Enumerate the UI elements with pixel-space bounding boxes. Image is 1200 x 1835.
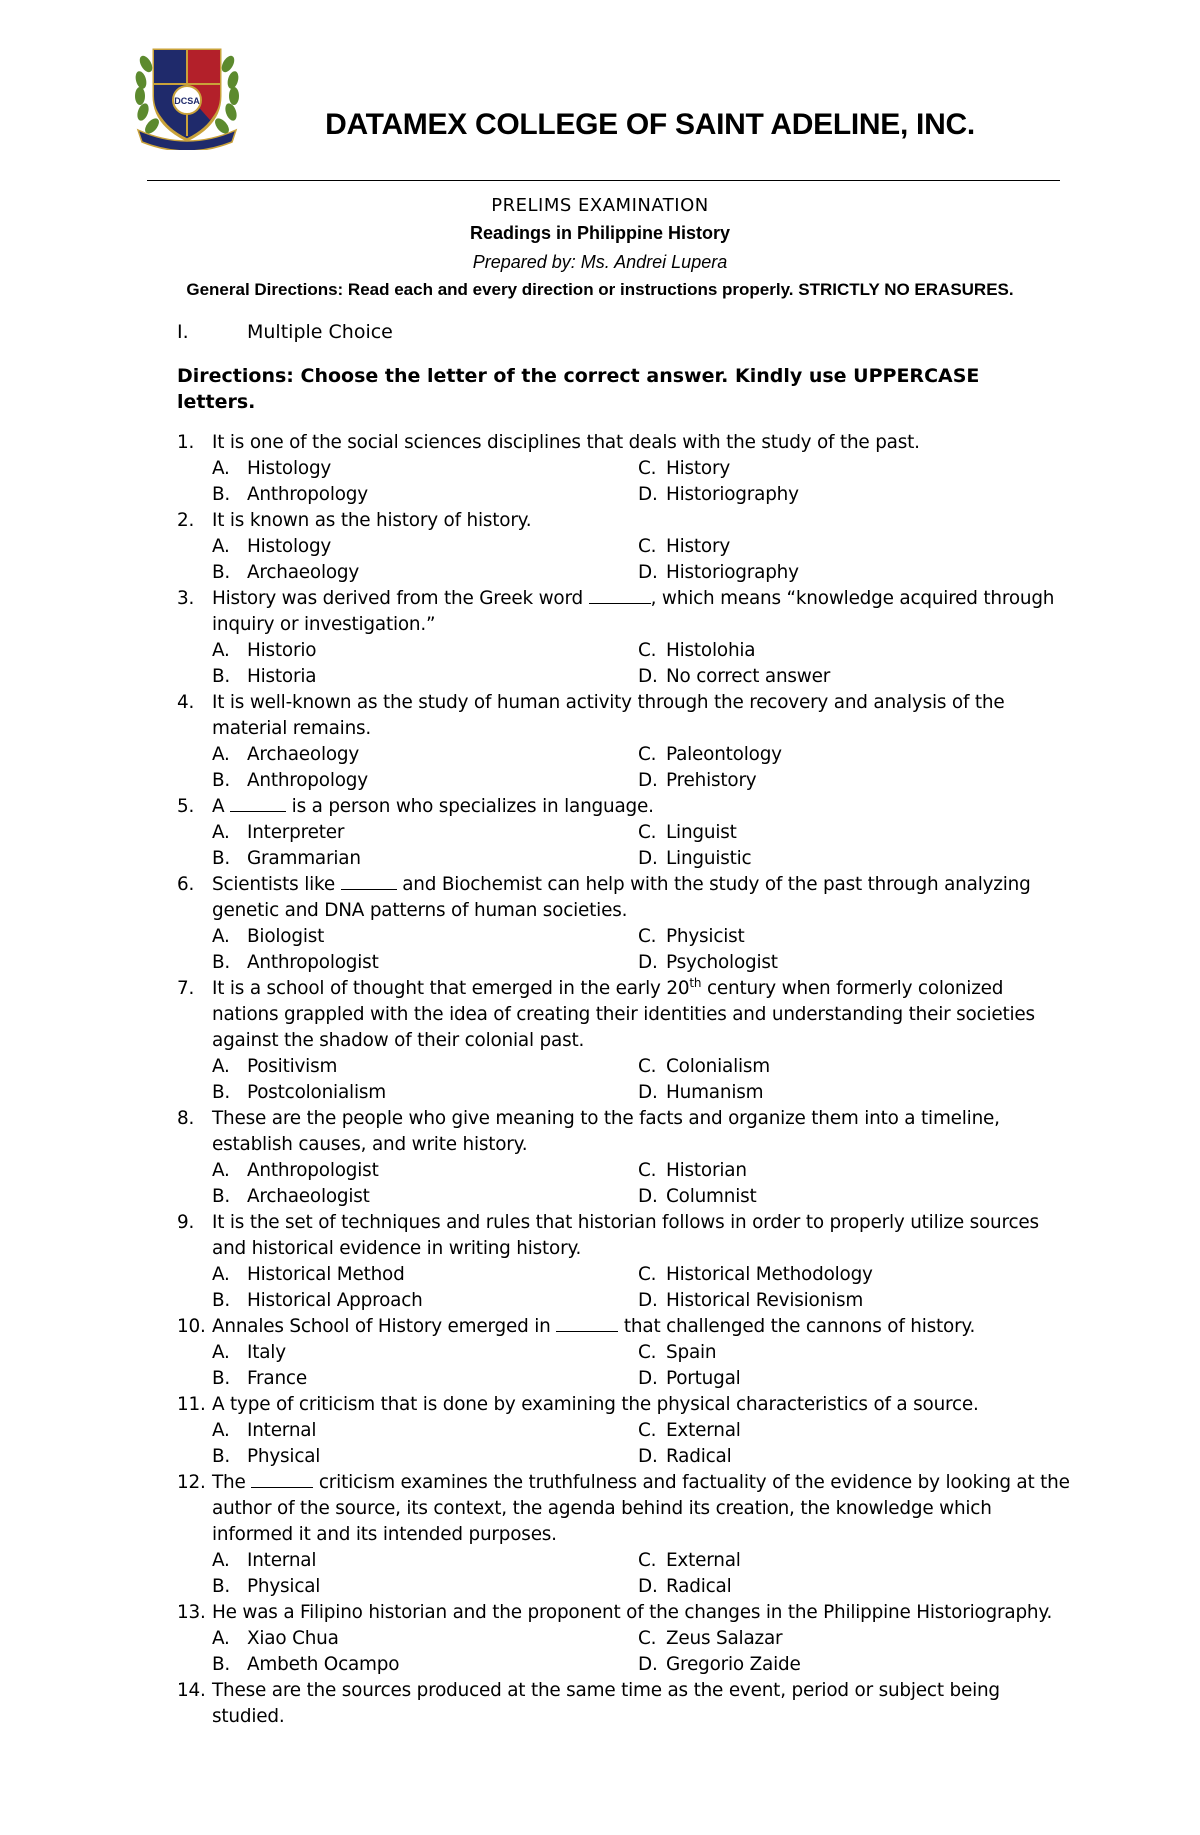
question-text: It is one of the social sciences disciplines that deals with the study of the past. — [212, 432, 920, 453]
option-a: A. Italy — [212, 1342, 286, 1363]
option-b: B. Anthropologist — [212, 952, 379, 973]
option-b: B. Anthropology — [212, 770, 368, 791]
option-c: C. Historian — [638, 1160, 747, 1181]
question-text: It is a school of thought that emerged in the early 20th century when formerly colonized nations grappled with the idea of creating their identities and understanding their societies against the shadow of their colonial past. — [212, 975, 1035, 1051]
question-1 — [177, 430, 1070, 508]
option-b: B. France — [212, 1368, 307, 1389]
question-number: 4. — [177, 692, 195, 713]
question-number: 10. — [177, 1316, 206, 1337]
option-d: D. Linguistic — [638, 848, 752, 869]
option-c: C. External — [638, 1550, 741, 1571]
question-text: It is well-known as the study of human activity through the recovery and analysis of the material remains. — [212, 692, 1005, 739]
option-c: C. History — [638, 536, 731, 557]
subject-title: Readings in Philippine History — [469, 223, 731, 243]
option-b: B. Ambeth Ocampo — [212, 1654, 400, 1675]
question-number: 8. — [177, 1108, 195, 1129]
option-c: C. Paleontology — [638, 744, 782, 765]
option-a: A. Historical Method — [212, 1264, 405, 1285]
question-7 — [177, 976, 1070, 1106]
prepared-by: Prepared by: Ms. Andrei Lupera — [472, 252, 728, 272]
question-text: Scientists like and Biochemist can help with the study of the past through analyzing genetic and DNA patterns of human societies. — [212, 874, 1031, 921]
option-c: C. Colonialism — [638, 1056, 771, 1077]
option-d: D. No correct answer — [638, 666, 831, 687]
option-d: D. Historiography — [638, 484, 799, 505]
question-number: 2. — [177, 510, 195, 531]
option-b: B. Postcolonialism — [212, 1082, 386, 1103]
question-number: 14. — [177, 1680, 206, 1701]
option-c: C. Physicist — [638, 926, 745, 947]
answer-blank — [230, 795, 286, 812]
answer-blank — [589, 587, 651, 604]
option-b: B. Historia — [212, 666, 317, 687]
section-directions: Directions: Choose the letter of the correct answer. Kindly use UPPERCASE letters. — [177, 365, 980, 413]
option-d: D. Prehistory — [638, 770, 757, 791]
question-text: A is a person who specializes in language. — [212, 796, 654, 817]
exam-title: PRELIMS EXAMINATION — [491, 195, 709, 216]
option-b: B. Physical — [212, 1576, 321, 1597]
option-b: B. Physical — [212, 1446, 321, 1467]
answer-blank — [251, 1471, 313, 1488]
question-text: The criticism examines the truthfulness and factuality of the evidence by looking at the author of the source, its context, the agenda behind its creation, the knowledge which informed it and its intended purposes. — [212, 1472, 1070, 1545]
section-heading — [177, 321, 393, 343]
option-d: D. Radical — [638, 1576, 732, 1597]
option-d: D. Psychologist — [638, 952, 778, 973]
question-text: These are the people who give meaning to the facts and organize them into a timeline, establish causes, and write history. — [212, 1108, 1000, 1155]
question-number: 9. — [177, 1212, 195, 1233]
question-text: A type of criticism that is done by examining the physical characteristics of a source. — [212, 1394, 979, 1415]
option-c: C. Linguist — [638, 822, 737, 843]
question-13 — [177, 1600, 1070, 1678]
option-c: C. Spain — [638, 1342, 717, 1363]
option-d: D. Historiography — [638, 562, 799, 583]
question-number: 11. — [177, 1394, 206, 1415]
option-a: A. Histology — [212, 458, 332, 479]
question-9 — [177, 1210, 1070, 1314]
option-d: D. Gregorio Zaide — [638, 1654, 801, 1675]
question-14 — [177, 1678, 1070, 1730]
option-a: A. Biologist — [212, 926, 325, 947]
question-2 — [177, 508, 1070, 586]
answer-blank — [556, 1315, 618, 1332]
question-8 — [177, 1106, 1070, 1210]
question-number: 6. — [177, 874, 195, 895]
option-a: A. Archaeology — [212, 744, 360, 765]
option-a: A. Interpreter — [212, 822, 345, 843]
question-text: History was derived from the Greek word , which means “knowledge acquired through inquiry or investigation.” — [212, 588, 1055, 635]
option-d: D. Radical — [638, 1446, 732, 1467]
question-11 — [177, 1392, 1070, 1470]
option-a: A. Xiao Chua — [212, 1628, 339, 1649]
section-title: Multiple Choice — [247, 321, 393, 343]
question-number: 1. — [177, 432, 195, 453]
question-text: It is the set of techniques and rules that historian follows in order to properly utilize sources and historical evidence in writing history. — [212, 1212, 1039, 1259]
college-name: DATAMEX COLLEGE OF SAINT ADELINE, INC. — [325, 108, 975, 141]
option-d: D. Historical Revisionism — [638, 1290, 864, 1311]
option-b: B. Archaeology — [212, 562, 360, 583]
question-text: It is known as the history of history. — [212, 510, 532, 531]
option-c: C. Zeus Salazar — [638, 1628, 783, 1649]
question-list — [177, 430, 1070, 1730]
option-a: A. Anthropologist — [212, 1160, 379, 1181]
section-number: I. — [177, 321, 189, 343]
option-a: A. Positivism — [212, 1056, 338, 1077]
option-a: A. Internal — [212, 1550, 317, 1571]
general-directions: General Directions: Read each and every direction or instructions properly. STRICTLY NO ERASURES. — [186, 280, 1014, 299]
header-divider — [147, 180, 1060, 181]
question-number: 3. — [177, 588, 195, 609]
option-c: C. External — [638, 1420, 741, 1441]
question-text: These are the sources produced at the same time as the event, period or subject being studied. — [212, 1680, 1000, 1727]
option-c: C. History — [638, 458, 731, 479]
option-b: B. Anthropology — [212, 484, 368, 505]
question-number: 12. — [177, 1472, 206, 1493]
question-number: 7. — [177, 978, 195, 999]
question-3 — [177, 586, 1070, 690]
question-5 — [177, 794, 1070, 872]
question-4 — [177, 690, 1070, 794]
option-d: D. Portugal — [638, 1368, 741, 1389]
option-c: C. Histolohia — [638, 640, 756, 661]
answer-blank — [341, 873, 397, 890]
option-b: B. Grammarian — [212, 848, 361, 869]
question-text: Annales School of History emerged in that challenged the cannons of history. — [212, 1316, 976, 1337]
option-b: B. Historical Approach — [212, 1290, 423, 1311]
option-a: A. Internal — [212, 1420, 317, 1441]
question-number: 5. — [177, 796, 195, 817]
option-b: B. Archaeologist — [212, 1186, 370, 1207]
question-text: He was a Filipino historian and the proponent of the changes in the Philippine Historiography. — [212, 1602, 1053, 1623]
question-10 — [177, 1314, 1070, 1392]
option-c: C. Historical Methodology — [638, 1264, 873, 1285]
college-logo — [132, 44, 242, 150]
question-12 — [177, 1470, 1070, 1600]
question-6 — [177, 872, 1070, 976]
option-d: D. Humanism — [638, 1082, 764, 1103]
question-number: 13. — [177, 1602, 206, 1623]
svg-text:DCSA: DCSA — [174, 96, 200, 106]
option-a: A. Historio — [212, 640, 317, 661]
option-d: D. Columnist — [638, 1186, 757, 1207]
option-a: A. Histology — [212, 536, 332, 557]
